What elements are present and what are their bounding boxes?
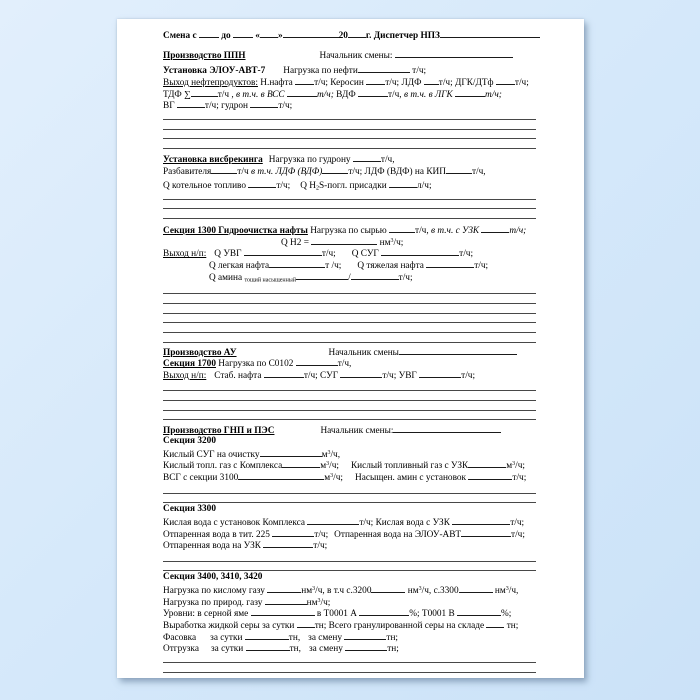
label: S-погл. присадки [319,181,390,191]
label: т/ч, [380,154,395,165]
label: Секция 1700 [163,359,216,369]
label: Разбавителя [163,166,212,177]
label: Q H2 = [281,237,312,248]
label: за смену [308,644,346,655]
fill-in-blank [496,76,515,85]
label: за сутки [210,632,245,643]
label: тощий насыщенный [244,277,297,283]
fill-in-blank [267,584,301,593]
label: Отпаренная вода на УЗК [163,541,264,551]
label: %; [501,609,512,620]
label: %; Т0001 В [409,609,458,620]
label: в т.ч. в ЛГК [403,89,456,100]
label: т/ч; [509,226,527,236]
label: т/ч; [514,78,529,88]
label: т/ч [237,166,251,177]
spacer [300,639,308,640]
spacer [274,432,320,433]
label: в Т0001 А [314,609,360,620]
spacer [199,650,211,651]
fill-in-blank [344,631,386,640]
label: /ч, с.3300 [421,586,459,596]
s3400-sulfur-output [163,619,555,631]
label: 2 [316,185,320,191]
label: Секция 3200 [163,436,216,447]
fill-in-blank [307,516,359,525]
shift-header [163,29,555,41]
label: тн; [387,644,399,655]
label: Производство ГНП и ПЭС [163,426,275,437]
fill-in-blank [457,607,501,616]
fill-in-blank [459,584,493,593]
label: Стаб. нафта [214,370,264,381]
section-3300-title [163,504,555,516]
label: Установка висбрекинга [163,154,263,165]
fill-in-blank [199,29,219,38]
fill-in-blank [295,76,314,85]
fill-in-blank [395,49,513,58]
spacer [336,255,352,256]
fill-in-blank [345,642,387,651]
s3400-packing [163,631,555,643]
fill-in-blank [468,459,506,468]
label: т/ч; [276,181,291,191]
label: Q H [300,181,317,191]
label: т/ч; [510,517,525,528]
visbreaking-boiler-fuel [163,179,555,191]
fill-in-blank [452,516,510,525]
output-products-line-1 [163,76,555,88]
label: за смену [308,632,345,643]
ruled-blank-line [163,293,536,294]
label: 3 [418,586,422,592]
paper-sheet [117,19,584,678]
fill-in-blank [389,224,415,233]
label: Производство АУ [163,347,237,358]
label: Секция 1300 Гидроочистка нафты [163,226,308,236]
elou-avt7-load [163,64,555,76]
label: нм [377,237,391,248]
label: Нагрузка по гудрону [268,154,353,165]
label: Н.нафта [257,78,296,88]
label: Насыщен. амин с установок [355,473,469,483]
ruled-blank-line [163,322,536,323]
label: « [252,31,260,41]
visbreaking-load [163,153,555,165]
fill-in-blank [311,236,377,245]
section-3200-title [163,436,555,448]
fill-in-blank [381,247,459,256]
fill-in-blank [282,459,320,468]
label: 3 [317,597,321,604]
label: ВДФ [336,89,358,100]
fill-in-blank [211,165,237,174]
label: тн; Всего гранулированной серы на складе [314,621,487,631]
label: Кислый СУГ на очистку [163,449,260,460]
label: т/ч; ЛДФ [385,78,424,88]
blank-rule-row [163,412,555,422]
fill-in-blank [481,224,509,233]
blank-rule-row [163,485,555,495]
s3200-sour-gas [163,459,555,471]
fill-in-blank [486,619,504,628]
label: Нагрузка по сырью [307,226,390,236]
ruled-blank-line [163,570,536,571]
fill-in-blank [446,165,472,174]
label: м [324,473,331,483]
label: ВГ [163,101,177,112]
label: Q УВГ [214,249,244,260]
fill-in-blank [244,247,322,256]
label: нм [405,586,419,596]
label: /ч; [393,237,404,248]
label: до [218,31,233,41]
label: т/ч; [278,101,293,112]
blank-rule-row [163,210,555,220]
output-products-line-3 [163,99,555,111]
ruled-blank-line [163,419,536,420]
visbreaking-diluent [163,165,555,177]
label: Кислый топливный газ с УЗК [350,461,469,472]
s3300-sour-water [163,516,555,528]
ruled-blank-line [163,208,536,209]
fill-in-blank [358,64,410,73]
label: нм [306,597,318,608]
spacer [341,267,357,268]
ruled-blank-line [163,672,536,673]
fill-in-blank [389,179,417,188]
fill-in-blank [340,369,382,378]
spacer [265,72,283,73]
label: Секция 3300 [163,504,216,515]
label: т/ч; [409,66,427,77]
fill-in-blank [263,539,313,548]
ruled-blank-line [163,390,536,391]
label: т/ч; [321,249,336,260]
label: /ч, [330,449,341,460]
fill-in-blank [393,424,501,433]
label: 3 [326,461,330,468]
label: т/ч, [415,226,432,236]
section-1300-out-2 [163,259,555,271]
s3400-shipment [163,642,555,654]
label: м [506,461,513,472]
fill-in-blank [250,99,278,108]
label: л/ч; [417,181,432,191]
blank-rule-row [163,111,555,121]
label: /ч, в т.ч с.3200 [315,586,372,596]
spacer [301,650,309,651]
fill-in-blank [461,528,511,537]
label: нм [492,586,506,596]
label: тн; [386,632,399,643]
label: т/ч; [511,529,525,540]
label: в т.ч. ЛДФ (ВДФ) [250,166,323,177]
label: т/ч; ДГК/ДТф [438,78,496,88]
ruled-blank-line [163,119,536,120]
label: Начальник смены [328,347,399,358]
fill-in-blank [296,271,348,280]
fill-in-blank [358,88,388,97]
blank-rule-row [163,383,555,393]
s3400-levels [163,607,555,619]
ruled-blank-line [163,303,536,304]
label: т/ч; [316,89,337,100]
blank-rule-row [163,131,555,141]
ruled-blank-line [163,502,536,503]
label: т/ч; [313,541,328,551]
fill-in-blank [399,346,517,355]
document-page [163,29,555,674]
label: м [321,449,328,460]
fill-in-blank [419,369,461,378]
spacer [163,279,209,280]
label: м [320,461,327,472]
fill-in-blank [264,369,304,378]
section-1300-load [163,224,555,236]
blank-rule-row [163,334,555,344]
section-1300-out-1 [163,247,555,259]
label: ТДФ ∑ [163,89,191,100]
ruled-blank-line [163,662,536,663]
s3200-sour-lpg [163,448,555,460]
label: Кислый топл. газ с Комплекса [163,461,283,472]
label: 3 [390,237,394,244]
fill-in-blank [177,99,205,108]
label: Уровни: в серной яме [163,609,251,620]
label: 3 [312,586,316,592]
section-ppn-header [163,49,555,61]
label: Отпаренная вода на ЭЛОУ-АВТ [334,529,462,540]
label: Выход н/п: [163,249,207,260]
section-1700-out [163,369,555,381]
label: т/ч; [461,370,476,381]
blank-rule-row [163,315,555,325]
spacer [339,467,351,468]
section-au-header [163,346,555,358]
blank-rule-row [163,553,555,563]
fill-in-blank [366,76,385,85]
label: т/ч; ЛДФ (ВДФ) на КИП [348,166,446,177]
fill-in-blank [283,29,339,38]
fill-in-blank [287,88,317,97]
label: Смена с [163,31,199,41]
fill-in-blank [359,607,409,616]
blank-rule-row [163,654,555,664]
label: Выход нефтепродуктов: [163,78,258,88]
label: 3 [327,449,331,456]
fill-in-blank [426,259,474,268]
label: за сутки [210,644,246,655]
spacer [163,244,281,245]
label: Начальник смены: [319,50,395,61]
label: Выход н/п: [163,370,207,381]
fill-in-blank [322,165,348,174]
section-gnp-header [163,424,555,436]
label: /ч; [320,597,331,608]
fill-in-blank [353,153,381,162]
fill-in-blank [269,259,325,268]
fill-in-blank [248,179,276,188]
label: т/ч; гудрон [204,101,251,112]
fill-in-blank [233,29,253,38]
label: нм [301,586,313,596]
label: т/ч; [474,261,489,271]
ruled-blank-line [163,138,536,139]
blank-rule-row [163,563,555,573]
label: Q тяжелая нафта [357,261,427,271]
label: т/ч; [398,272,413,283]
spacer [237,354,329,355]
s3200-vsg [163,471,555,483]
label: /ч; [515,461,525,472]
ruled-blank-line [163,410,536,411]
label: Установка ЭЛОУ-АВТ-7 [163,66,266,77]
label: тн; [504,621,519,631]
label: Q СУГ [351,249,382,260]
output-products-line-2 [163,88,555,100]
label: т/ч; УВГ [382,370,420,381]
label: г. Диспетчер НПЗ [365,31,440,41]
s3300-stripped-water-1 [163,528,555,540]
label: т/ч, [471,166,486,177]
ruled-blank-line [163,493,536,494]
label: Нагрузка по природ. газу [163,597,265,608]
label: ВСГ с секции 3100 [163,473,239,483]
label: Секция 3400, 3410, 3420 [163,572,263,583]
label: т/ч, [337,359,352,369]
blank-rule-row [163,295,555,305]
ruled-blank-line [163,342,536,343]
section-3400-title [163,572,555,584]
section-1300-h2 [163,236,555,248]
spacer [343,479,355,480]
fill-in-blank [296,357,338,366]
spacer [196,639,210,640]
fill-in-blank [265,596,307,605]
label: Отпаренная вода в тит. 225 [163,529,273,540]
spacer [290,187,300,188]
blank-rule-row [163,191,555,201]
fill-in-blank [246,642,290,651]
s3400-natural-gas-load [163,596,555,608]
label: т/ч; СУГ [303,370,341,381]
fill-in-blank [455,88,485,97]
label: т/ч; [459,249,474,260]
fill-in-blank [260,448,322,457]
blank-rule-row [163,664,555,674]
label: /ч, [508,586,519,596]
blank-rule-row [163,402,555,412]
blank-rule-row [163,392,555,402]
label: Выработка жидкой серы за сутки [163,621,297,631]
fill-in-blank [245,631,289,640]
fill-in-blank [238,471,324,480]
label: Начальник смены: [320,426,394,437]
label: Кислая вода с установок Комплекса [163,517,308,528]
ruled-blank-line [163,313,536,314]
blank-rule-row [163,324,555,334]
fill-in-blank [424,76,439,85]
s3400-acid-gas-load [163,584,555,596]
label: 3 [512,461,516,468]
label: /ч; [329,461,339,472]
blank-rule-row [163,495,555,505]
label: / [348,272,351,283]
ruled-blank-line [163,199,536,200]
ruled-blank-line [163,332,536,333]
fill-in-blank [468,471,512,480]
label: тн, [288,632,301,643]
ruled-blank-line [163,400,536,401]
label: Нагрузка по нефти [283,66,358,77]
label: Нагрузка по С0102 [215,359,296,369]
label: 20 [338,31,348,41]
label: Нагрузка по кислому газу [163,586,268,596]
spacer [163,267,209,268]
s3300-stripped-water-2 [163,539,555,551]
label: Отгрузка [163,644,199,655]
label: в т.ч. с УЗК [431,226,482,236]
label: 3 [330,473,334,480]
fill-in-blank [371,584,405,593]
label: Производство ППН [163,50,246,61]
label: Q котельное топливо [163,181,249,191]
fill-in-blank [251,607,315,616]
blank-rule-row [163,121,555,131]
ruled-blank-line [163,129,536,130]
blank-rule-row [163,201,555,211]
spacer [246,57,320,58]
label: т/ч; Кислая вода с УЗК [359,517,453,528]
label: 3 [505,586,509,592]
fill-in-blank [191,88,218,97]
section-1300-out-3 [163,271,555,283]
label: тн, [289,644,301,655]
label: Q легкая нафта [209,261,270,271]
section-1700-load [163,357,555,369]
fill-in-blank [351,271,399,280]
fill-in-blank [440,29,540,38]
fill-in-blank [260,29,278,38]
label: в т.ч. в ВСС [236,89,287,100]
label: т /ч; [325,261,342,271]
label: т/ч; [314,529,329,540]
label: т/ч; Керосин [314,78,367,88]
ruled-blank-line [163,218,536,219]
fill-in-blank [348,29,366,38]
fill-in-blank [272,528,314,537]
ruled-blank-line [163,148,536,149]
label: т/ч, [387,89,404,100]
label: Фасовка [163,632,197,643]
label: /ч; [333,473,344,483]
blank-rule-row [163,140,555,150]
label: т/ч; [512,473,527,483]
blank-rule-row [163,305,555,315]
label: т/ч , [217,89,237,100]
blank-rule-row [163,285,555,295]
fill-in-blank [297,619,315,628]
label: Q амина [209,272,245,283]
label: » [277,31,283,41]
label: т/ч; [485,89,502,100]
ruled-blank-line [163,561,536,562]
